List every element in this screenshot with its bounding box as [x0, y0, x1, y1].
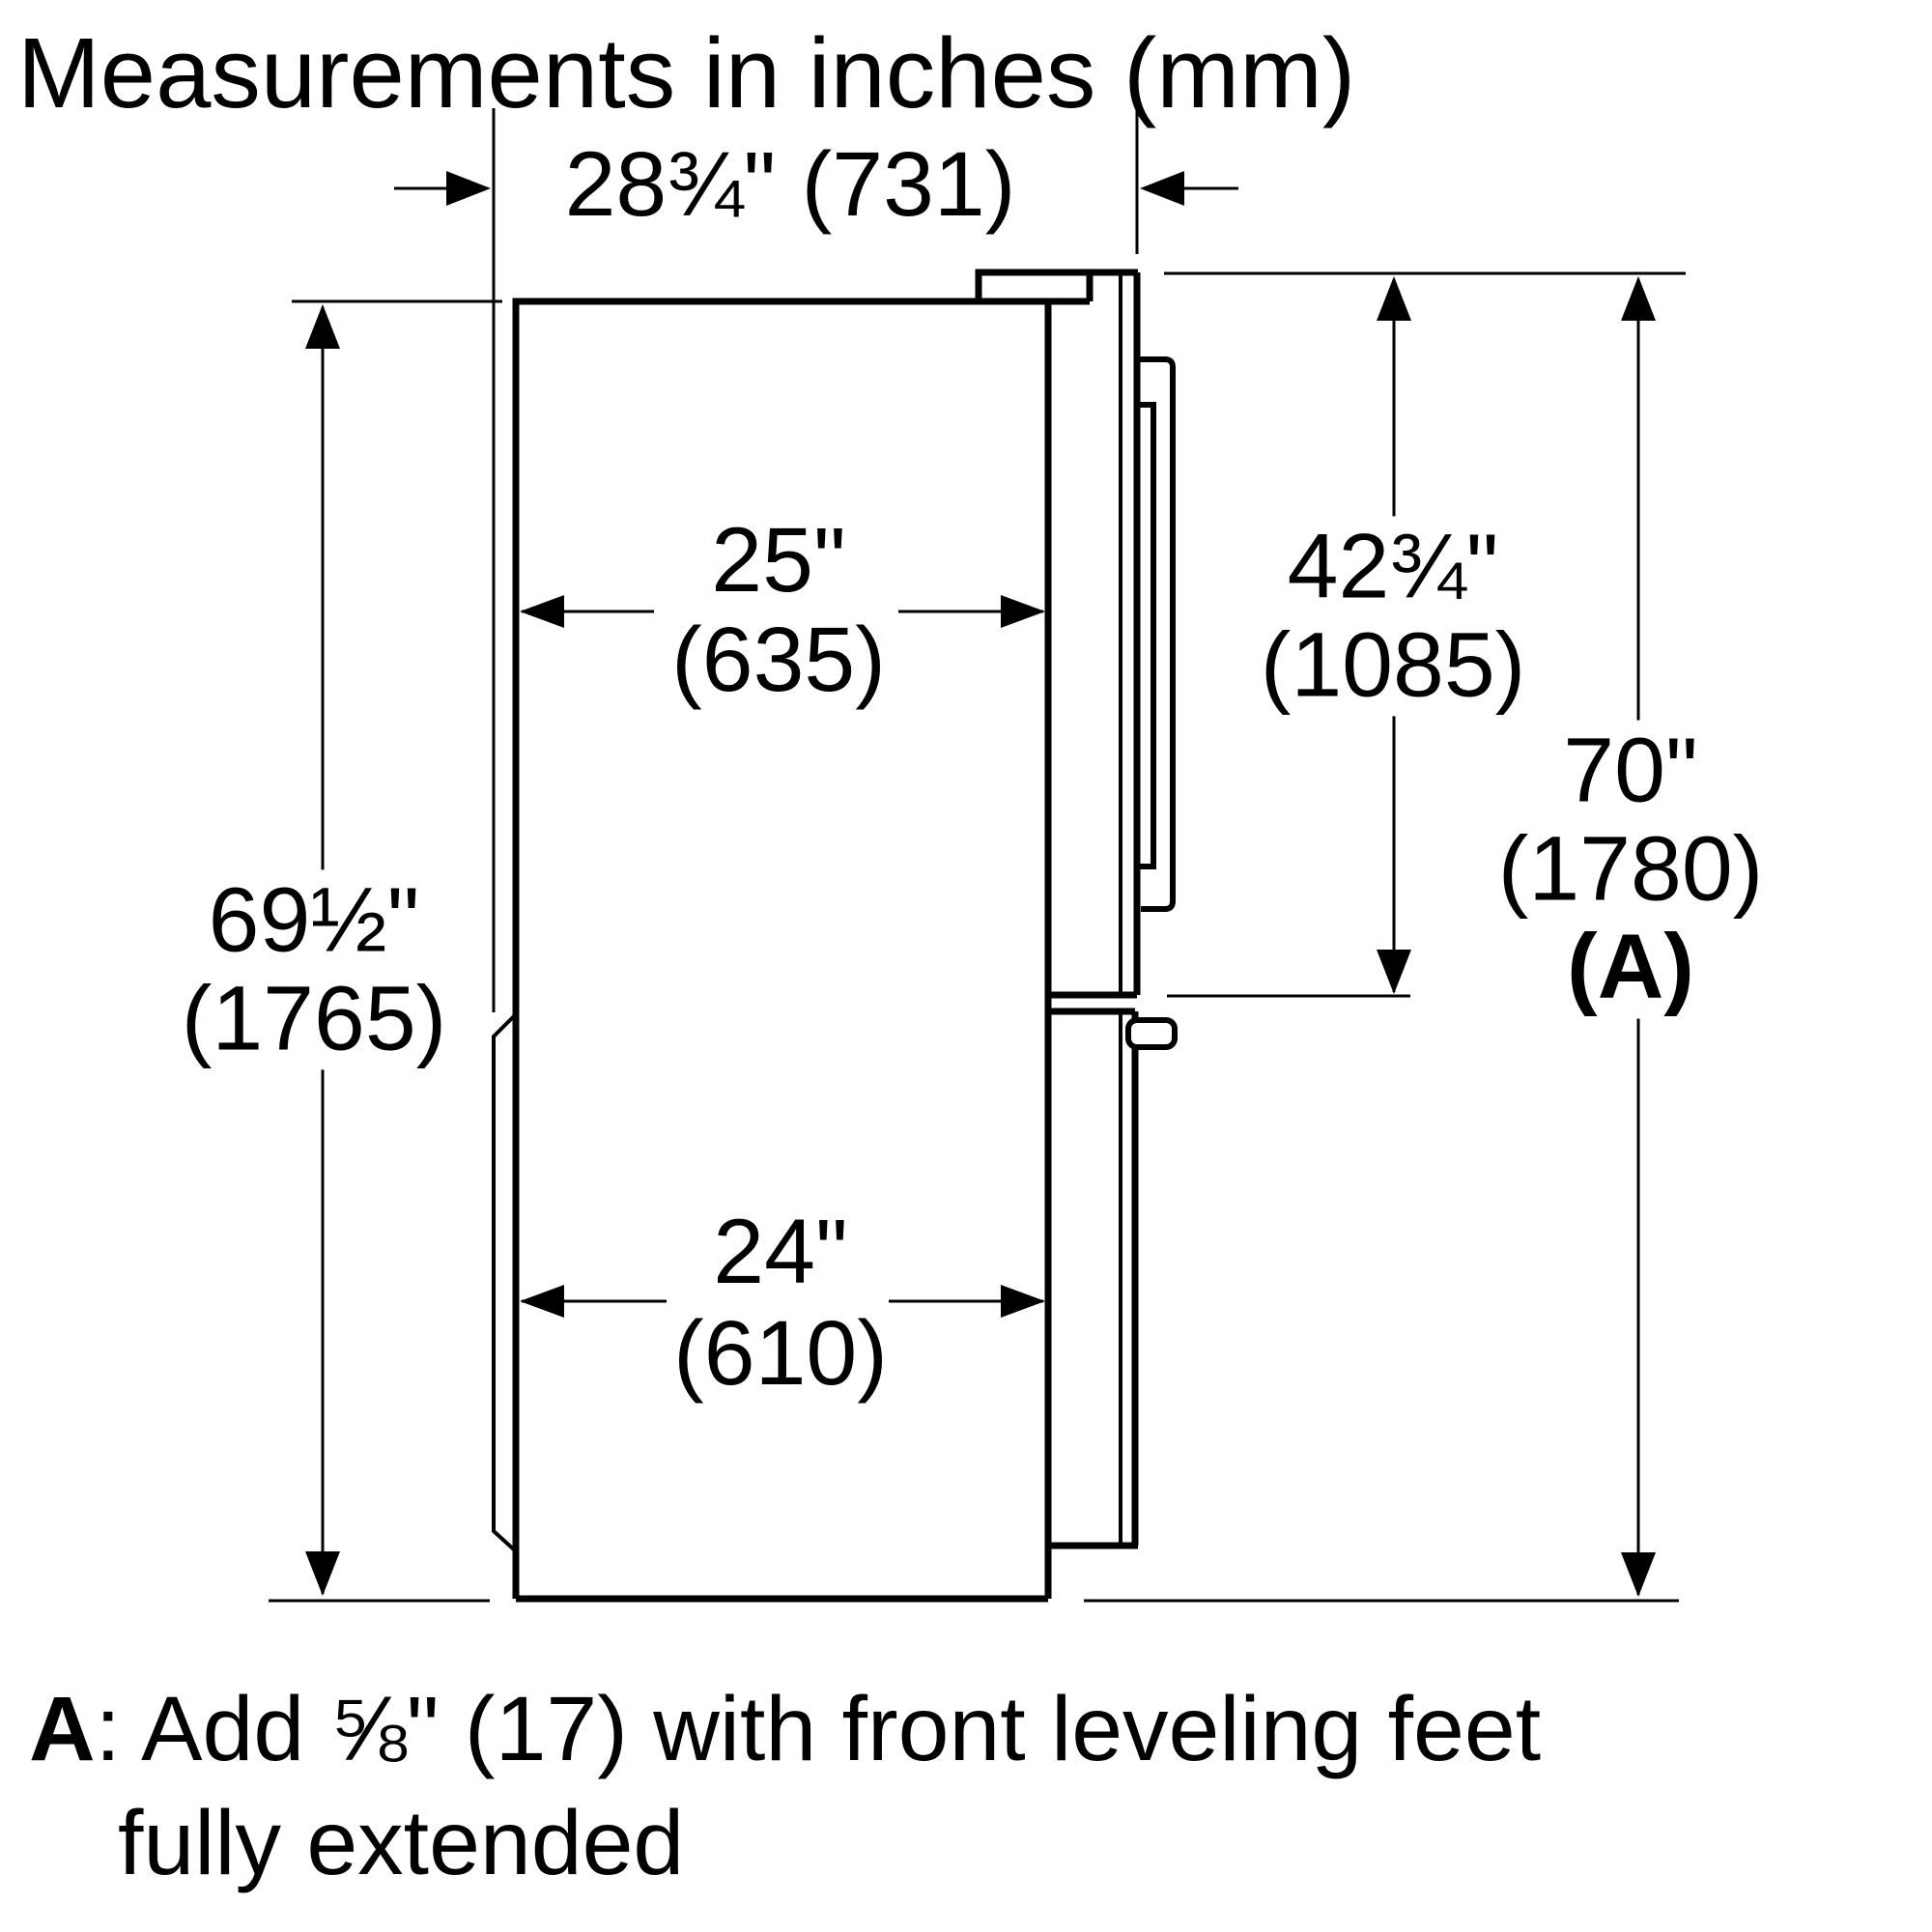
dim-label-door-height: [1251, 516, 1536, 716]
dim-label-cabinet-height-inches: 69½": [208, 868, 420, 972]
extension-lines: [269, 108, 1686, 1601]
upper-door-handle: [1137, 359, 1173, 909]
freezer-drawer-handle: [1128, 1020, 1175, 1047]
footnote-ref-letter: A: [29, 1678, 96, 1780]
dim-label-top-width: 28¾" (731): [564, 133, 1016, 237]
rear-compressor-bulge: [494, 1015, 515, 1550]
dim-label-cabinet-height-mm: (1765): [181, 967, 447, 1069]
footnote: [29, 1673, 1541, 1901]
dim-label-lower-depth-mm: (610): [673, 1302, 888, 1406]
footnote-line1-text: : Add ⅝" (17) with front leveling feet: [95, 1678, 1542, 1780]
dim-label-overall-height-inches: 70": [1563, 719, 1698, 822]
dimension-lines: [323, 188, 1638, 1595]
dimension-arrowheads: [305, 171, 1656, 1597]
dim-label-upper-depth-mm: (635): [671, 609, 886, 712]
page-title: Measurements in inches (mm): [17, 17, 1356, 128]
dim-label-cabinet-height: [172, 869, 457, 1069]
top-hinge-block: [979, 272, 1138, 301]
dim-label-lower-depth-inches: 24": [713, 1201, 848, 1304]
dim-label-overall-height-note-ref: (A): [1567, 915, 1694, 1018]
dim-label-overall-height: [1489, 721, 1774, 1019]
dim-label-door-height-mm: (1085): [1260, 613, 1526, 716]
freezer-drawer: [1048, 1011, 1138, 1546]
dim-label-overall-height-mm: (1780): [1497, 817, 1764, 921]
dim-label-door-height-inches: 42¾": [1287, 515, 1499, 618]
footnote-line2: fully extended: [118, 1791, 685, 1894]
upper-door: [1048, 272, 1137, 995]
footnote-line1: [29, 1673, 1541, 1787]
dim-label-upper-depth-inches: 25": [711, 509, 846, 612]
